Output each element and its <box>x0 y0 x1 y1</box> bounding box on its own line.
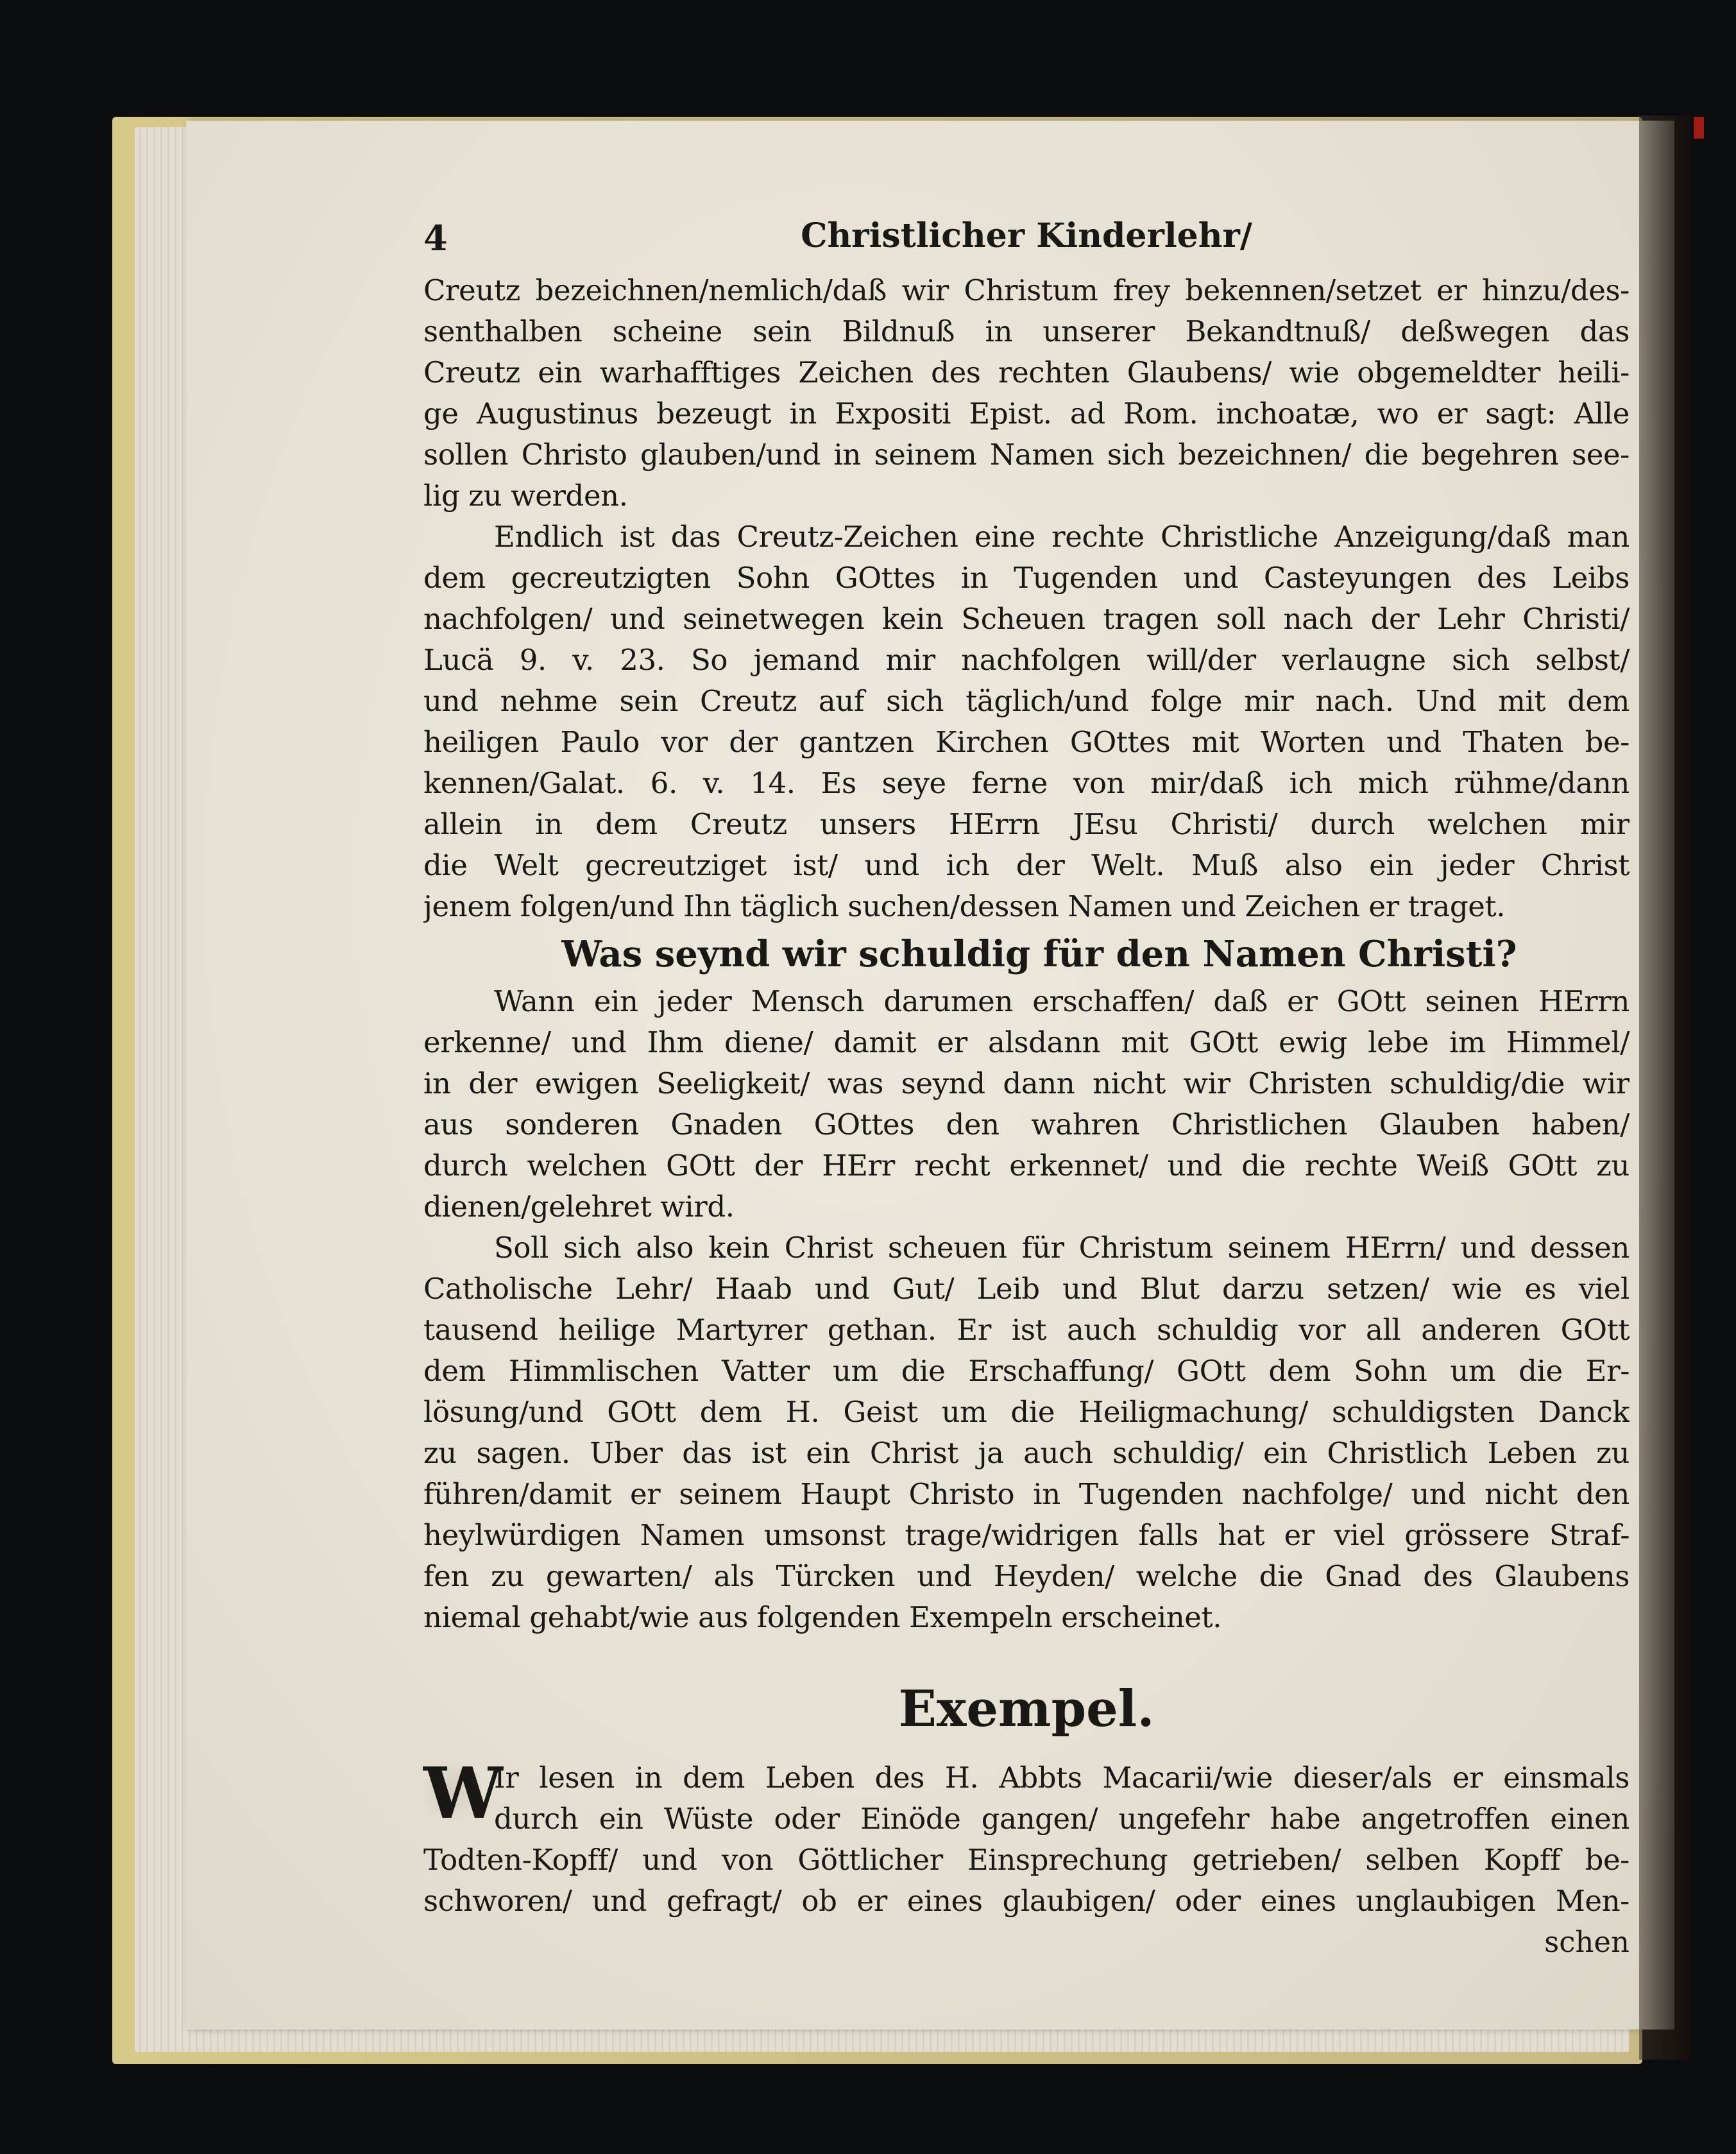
paragraph-endlich <box>423 517 1630 927</box>
text-line: dem gecreutzigten Sohn GOttes in Tugenden und Casteyungen des Leibs <box>423 561 1630 595</box>
text-line: tausend heilige Martyrer gethan. Er ist auch schuldig vor all anderen GOtt <box>423 1313 1630 1347</box>
page-number: 4 <box>423 218 448 259</box>
answer-paragraph-1 <box>423 981 1630 1227</box>
text-line: in der ewigen Seeligkeit/ was seynd dann nicht wir Christen schuldig/die wir <box>423 1066 1630 1100</box>
text-line: allein in dem Creutz unsers HErrn JEsu Christi/ durch welchen mir <box>423 807 1630 841</box>
text-line: Wann ein jeder Mensch darumen erschaffen/ daß er GOtt seinen HErrn <box>494 984 1630 1018</box>
text-line: senthalben scheine sein Bildnuß in unserer Bekandtnuß/ deßwegen das <box>423 314 1630 348</box>
text-line: heiligen Paulo vor der gantzen Kirchen GOttes mit Worten und Thaten be- <box>423 725 1630 759</box>
text-line: dem Himmlischen Vatter um die Erschaffung/ GOtt dem Sohn um die Er- <box>423 1354 1630 1388</box>
text-line: die Welt gecreutziget ist/ und ich der Welt. Muß also ein jeder Christ <box>423 848 1630 882</box>
text-line: heylwürdigen Namen umsonst trage/widrigen falls hat er viel grössere Straf- <box>423 1518 1630 1552</box>
running-head-title: Christlicher Kinderlehr/ <box>801 216 1252 255</box>
text-line: ge Augustinus bezeugt in Expositi Epist. ad Rom. inchoatæ, wo er sagt: Alle <box>423 397 1630 431</box>
text-line: lösung/und GOtt dem H. Geist um die Heiligmachung/ schuldigsten Danck <box>423 1395 1630 1429</box>
text-line: Soll sich also kein Christ scheuen für Christum seinem HErrn/ und dessen <box>494 1231 1630 1265</box>
exempel-title: Exempel. <box>898 1680 1155 1738</box>
text-line: Lucä 9. v. 23. So jemand mir nachfolgen will/der verlaugne sich selbst/ <box>423 643 1630 677</box>
text-line: aus sonderen Gnaden GOttes den wahren Christlichen Glauben haben/ <box>423 1107 1630 1141</box>
text-line: dienen/gelehret wird. <box>423 1190 735 1224</box>
text-line: niemal gehabt/wie aus folgenden Exempeln erscheinet. <box>423 1600 1222 1634</box>
running-head <box>423 209 1630 270</box>
text-line: Creutz bezeichnen/nemlich/daß wir Christum frey bekennen/setzet er hinzu/des- <box>423 273 1630 307</box>
text-line: Todten-Kopff/ und von Göttlicher Einsprechung getrieben/ selben Kopff be- <box>423 1843 1630 1877</box>
text-line: sollen Christo glauben/und in seinem Namen sich bezeichnen/ die begehren see- <box>423 438 1630 472</box>
drop-cap-initial: W <box>423 1752 503 1834</box>
text-line: fen zu gewarten/ als Türcken und Heyden/ welche die Gnad des Glaubens <box>423 1559 1630 1593</box>
question-heading: Was seynd wir schuldig für den Namen Christi? <box>561 933 1517 975</box>
gutter-shadow <box>1639 115 1690 2060</box>
catchword: schen <box>1544 1925 1630 1959</box>
bookmark-ribbon <box>1694 117 1704 139</box>
text-line: führen/damit er seinem Haupt Christo in Tugenden nachfolge/ und nicht den <box>423 1477 1630 1511</box>
text-line: jenem folgen/und Ihn täglich suchen/dessen Namen und Zeichen er traget. <box>423 889 1506 923</box>
text-line: Catholische Lehr/ Haab und Gut/ Leib und Blut darzu setzen/ wie es viel <box>423 1272 1630 1306</box>
text-line: zu sagen. Uber das ist ein Christ ja auch schuldig/ ein Christlich Leben zu <box>423 1436 1630 1470</box>
text-line: Creutz ein warhafftiges Zeichen des rechten Glaubens/ wie obgemeldter heili- <box>423 355 1630 389</box>
text-line: nachfolgen/ und seinetwegen kein Scheuen tragen soll nach der Lehr Christi/ <box>423 602 1630 636</box>
text-line: und nehme sein Creutz auf sich täglich/und folge mir nach. Und mit dem <box>423 684 1630 718</box>
text-line: durch welchen GOtt der HErr recht erkennet/ und die rechte Weiß GOtt zu <box>423 1149 1630 1183</box>
text-line: erkenne/ und Ihm diene/ damit er alsdann mit GOtt ewig lebe im Himmel/ <box>423 1025 1630 1059</box>
text-line: Endlich ist das Creutz-Zeichen eine rechte Christliche Anzeigung/daß man <box>494 520 1630 554</box>
page-text-block <box>423 209 1630 1963</box>
text-line: lig zu werden. <box>423 479 628 513</box>
answer-paragraph-2 <box>423 1227 1630 1638</box>
text-line: schworen/ und gefragt/ ob er eines glaubigen/ oder eines unglaubigen Men- <box>423 1884 1630 1918</box>
exempel-paragraph <box>423 1752 1630 1922</box>
text-line: durch ein Wüste oder Einöde gangen/ ungefehr habe angetroffen einen <box>494 1802 1630 1836</box>
paragraph-creutz <box>423 270 1630 517</box>
text-line: Ir lesen in dem Leben des H. Abbts Macarii/wie dieser/als er einsmals <box>494 1761 1630 1795</box>
text-line: kennen/Galat. 6. v. 14. Es seye ferne von mir/daß ich mich rühme/dann <box>423 766 1630 800</box>
